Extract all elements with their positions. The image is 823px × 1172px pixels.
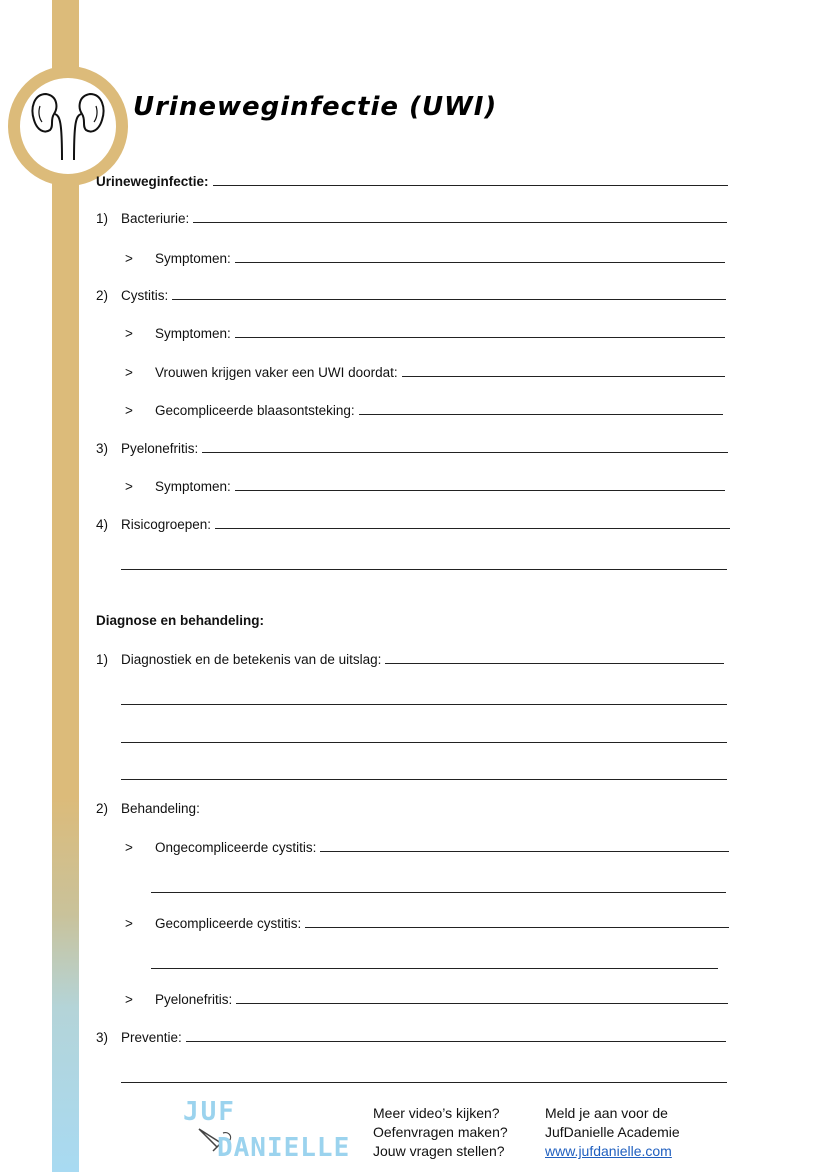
question-number: 3): [96, 1030, 109, 1045]
subquestion-gecompliceerde-cystitis: [121, 915, 729, 933]
question-label: Bacteriurie:: [121, 211, 190, 226]
question-number: 2): [96, 801, 109, 816]
answer-line[interactable]: [213, 173, 728, 186]
jufdanielle-logo: [183, 1097, 353, 1167]
answer-line[interactable]: [121, 778, 727, 780]
answer-line[interactable]: [215, 516, 730, 529]
subquestion-gecompliceerde-blaasontsteking: [121, 402, 723, 420]
subquestion-symptomen-3: [121, 478, 725, 496]
answer-line[interactable]: [193, 210, 727, 223]
answer-line[interactable]: [236, 991, 728, 1004]
question-label: Vrouwen krijgen vaker een UWI doordat:: [155, 365, 398, 380]
arrow-bullet: >: [125, 840, 133, 855]
arrow-bullet: >: [125, 365, 133, 380]
answer-line[interactable]: [186, 1029, 726, 1042]
subquestion-ongecompliceerde-cystitis: [121, 839, 729, 857]
promo-line: Jouw vragen stellen?: [373, 1143, 505, 1159]
answer-line[interactable]: [235, 325, 725, 338]
answer-line[interactable]: [121, 741, 727, 743]
answer-line[interactable]: [151, 967, 718, 969]
answer-line[interactable]: [235, 478, 725, 491]
question-label: Diagnostiek en de betekenis van de uitslag:: [121, 652, 382, 667]
arrow-bullet: >: [125, 992, 133, 1007]
answer-line[interactable]: [305, 915, 729, 928]
section-heading-diagnose: [96, 613, 396, 631]
question-label: Pyelonefritis:: [121, 441, 199, 456]
subquestion-symptomen-2: [121, 325, 725, 343]
arrow-bullet: >: [125, 916, 133, 931]
answer-line[interactable]: [121, 568, 727, 570]
kidney-icon: [28, 88, 108, 162]
question-label: Cystitis:: [121, 288, 169, 303]
page-title: Urineweginfectie (UWI): [133, 92, 498, 122]
kidney-logo: [8, 66, 128, 186]
question-risicogroepen: [96, 516, 730, 534]
question-label: Pyelonefritis:: [155, 992, 233, 1007]
question-label: Symptomen:: [155, 479, 231, 494]
question-behandeling: [96, 801, 396, 819]
question-preventie: [96, 1029, 726, 1047]
logo-text-juf: JUF: [183, 1097, 236, 1127]
footer-academy: [545, 1104, 680, 1161]
promo-line: Oefenvragen maken?: [373, 1124, 508, 1140]
question-number: 4): [96, 517, 109, 532]
question-label: Gecompliceerde cystitis:: [155, 916, 302, 931]
question-label: Risicogroepen:: [121, 517, 212, 532]
question-label: Behandeling:: [121, 801, 200, 816]
question-label: Symptomen:: [155, 251, 231, 266]
question-bacteriurie: [96, 210, 727, 228]
heading-label: Urineweginfectie:: [96, 174, 209, 189]
academy-line: JufDanielle Academie: [545, 1124, 680, 1140]
answer-line[interactable]: [402, 364, 725, 377]
answer-line[interactable]: [151, 891, 726, 893]
answer-line[interactable]: [359, 402, 723, 415]
arrow-bullet: >: [125, 403, 133, 418]
answer-line[interactable]: [385, 651, 724, 664]
answer-line[interactable]: [121, 1081, 727, 1083]
subquestion-symptomen-1: [121, 250, 725, 268]
promo-line: Meer video’s kijken?: [373, 1105, 500, 1121]
arrow-bullet: >: [125, 326, 133, 341]
question-label: Symptomen:: [155, 326, 231, 341]
question-label: Preventie:: [121, 1030, 182, 1045]
answer-line[interactable]: [172, 287, 726, 300]
question-number: 1): [96, 211, 109, 226]
arrow-bullet: >: [125, 479, 133, 494]
answer-line[interactable]: [202, 440, 728, 453]
question-label: Ongecompliceerde cystitis:: [155, 840, 317, 855]
question-number: 1): [96, 652, 109, 667]
section-heading-uwi: [96, 173, 728, 191]
question-cystitis: [96, 287, 726, 305]
answer-line[interactable]: [121, 703, 727, 705]
logo-text-danielle: DANIELLE: [217, 1133, 351, 1163]
subquestion-pyelonefritis: [121, 991, 728, 1009]
question-number: 2): [96, 288, 109, 303]
question-label: Gecompliceerde blaasontsteking:: [155, 403, 355, 418]
subquestion-vrouwen: [121, 364, 725, 382]
footer-promo-questions: [373, 1104, 508, 1161]
question-pyelonefritis: [96, 440, 728, 458]
answer-line[interactable]: [320, 839, 729, 852]
question-diagnostiek: [96, 651, 724, 669]
answer-line[interactable]: [235, 250, 725, 263]
arrow-bullet: >: [125, 251, 133, 266]
heading-label: Diagnose en behandeling:: [96, 613, 265, 628]
academy-line: Meld je aan voor de: [545, 1105, 668, 1121]
question-number: 3): [96, 441, 109, 456]
website-link[interactable]: www.jufdanielle.com: [545, 1143, 672, 1159]
